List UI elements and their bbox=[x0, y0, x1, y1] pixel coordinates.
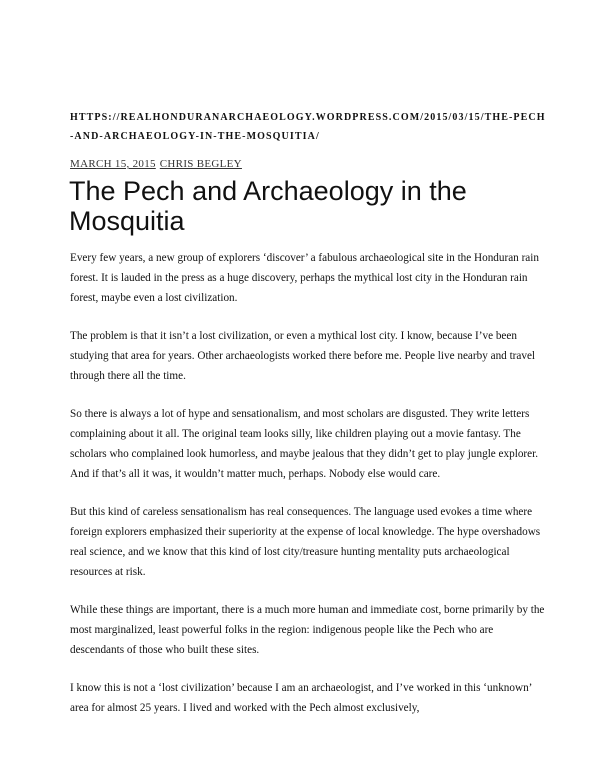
post-meta bbox=[70, 158, 242, 170]
paragraph: While these things are important, there is a much more human and immediate cost, borne primarily by the most marginalized, least powerful folks in the region: indigenous people like the Pech who are descendants of those who built these sites. bbox=[70, 604, 545, 656]
post-author: CHRIS BEGLEY bbox=[159, 158, 242, 170]
source-url: HTTPS://REALHONDURANARCHAEOLOGY.WORDPRESS.COM/2015/03/15/THE-PECH-AND-ARCHAEOLOGY-IN-THE-MOSQUITIA/ bbox=[70, 112, 546, 142]
paragraph: The problem is that it isn’t a lost civilization, or even a mythical lost city. I know, because I’ve been studying that area for years. Other archaeologists worked there before me. People live nearby and travel through there all the time. bbox=[70, 330, 536, 382]
paragraph: But this kind of careless sensationalism has real consequences. The language used evokes a time where foreign explorers emphasized their superiority at the expense of local knowledge. The hype overshadows real science, and we know that this kind of lost city/treasure hunting mentality puts archaeological resources at risk. bbox=[70, 506, 541, 578]
post-date: MARCH 15, 2015 bbox=[70, 158, 156, 170]
paragraph: So there is always a lot of hype and sensationalism, and most scholars are disgusted. They write letters complaining about it all. The original team looks silly, like children playing out a movie fantasy. The scholars who complained look humorless, and maybe jealous that they didn’t get to play jungle explorer. And if that’s all it was, it wouldn’t matter much, perhaps. Nobody else would care. bbox=[70, 408, 539, 480]
paragraph: Every few years, a new group of explorers ‘discover’ a fabulous archaeological site in the Honduran rain forest. It is lauded in the press as a huge discovery, perhaps the mythical lost city in the Honduran rain forest, maybe even a lost civilization. bbox=[70, 252, 539, 304]
paragraph: I know this is not a ‘lost civilization’ because I am an archaeologist, and I’ve worked in this ‘unknown’ area for almost 25 years. I lived and worked with the Pech almost exclusively, bbox=[70, 682, 532, 714]
article-body bbox=[70, 248, 546, 736]
post-title: The Pech and Archaeology in the Mosquitia bbox=[69, 176, 467, 236]
